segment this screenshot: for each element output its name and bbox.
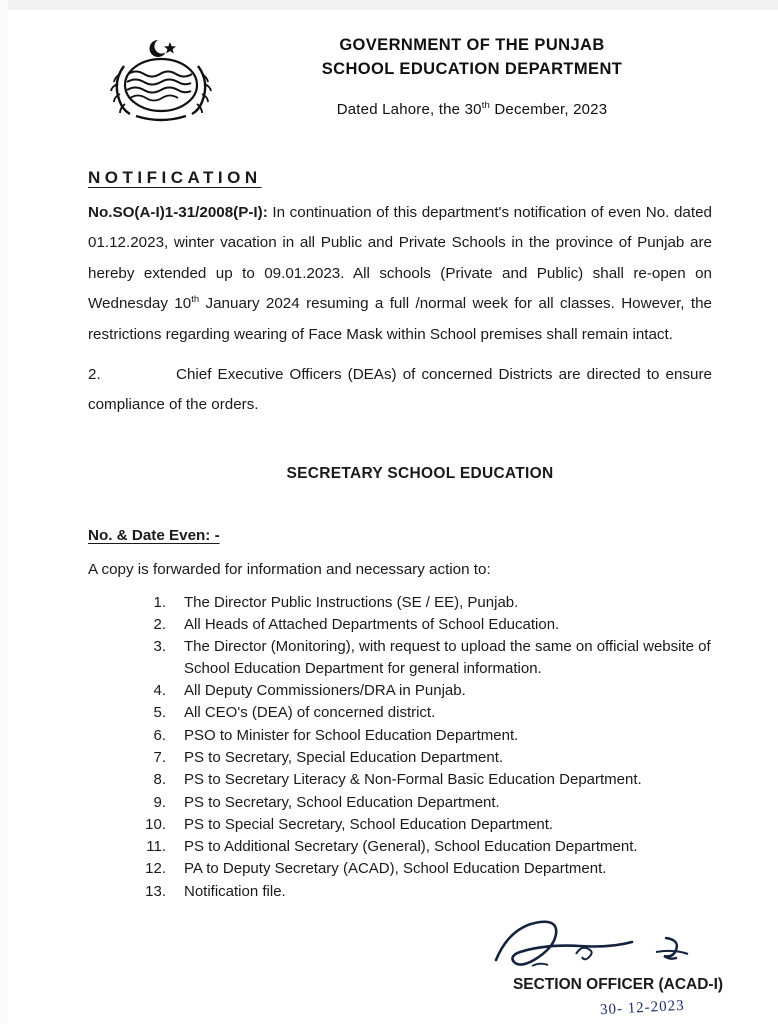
list-item-index: 3. bbox=[153, 638, 166, 656]
list-item bbox=[106, 702, 712, 723]
dated-line bbox=[226, 100, 718, 118]
page-left-margin bbox=[0, 0, 8, 1024]
header-text-block bbox=[226, 22, 718, 118]
list-item bbox=[106, 680, 712, 701]
list-item bbox=[106, 592, 712, 613]
list-item-text: PS to Secretary Literacy & Non-Formal Basic Education Department. bbox=[184, 771, 642, 789]
department-title-line-2: SCHOOL EDUCATION DEPARTMENT bbox=[321, 59, 623, 78]
list-item bbox=[106, 814, 712, 835]
list-item-index: 2. bbox=[153, 616, 166, 634]
list-item-index: 1. bbox=[153, 593, 166, 611]
paragraph-1-text-part-1: In continuation of this department's notification of even No. dated 01.12.2023, winter vacation in all Public and Private Schools in the province of Punjab are hereby extended up to 09.01.2023. All schools (Private and Public) shall re-open on Wednesday 10 bbox=[88, 204, 712, 313]
list-item-text: PSO to Minister for School Education Department. bbox=[184, 726, 519, 744]
list-item bbox=[106, 858, 712, 879]
reference-number: No.SO(A-I)1-31/2008(P-I): bbox=[88, 204, 268, 221]
list-item-text: The Director Public Instructions (SE / EE), Punjab. bbox=[184, 593, 519, 611]
list-item-text: PS to Secretary, Special Education Department. bbox=[184, 748, 504, 766]
list-item bbox=[106, 792, 712, 813]
document-header bbox=[0, 0, 778, 126]
dated-ordinal-suffix: th bbox=[481, 99, 491, 111]
document-body bbox=[0, 126, 778, 1028]
list-item-text: All Heads of Attached Departments of School Education. bbox=[184, 616, 560, 634]
list-item-index: 9. bbox=[153, 793, 166, 811]
list-item-index: 12. bbox=[145, 860, 166, 878]
list-item-index: 13. bbox=[145, 882, 166, 900]
list-item-text: PS to Additional Secretary (General), School Education Department. bbox=[184, 838, 638, 856]
paragraph-1 bbox=[88, 198, 712, 350]
list-item-index: 8. bbox=[153, 771, 166, 789]
list-item bbox=[106, 725, 712, 746]
signature-block bbox=[88, 908, 724, 1028]
list-item bbox=[106, 636, 712, 679]
paragraph-2-number: 2. bbox=[88, 366, 101, 384]
distribution-list bbox=[88, 592, 712, 902]
list-item-index: 6. bbox=[153, 726, 166, 744]
paragraph-1-text-part-2: January 2024 resuming a full /normal week for all classes. However, the restrictions regarding wearing of Face Mask within School premises shall remain intact. bbox=[88, 295, 713, 343]
government-title-line-1: GOVERNMENT OF THE PUNJAB bbox=[339, 36, 605, 54]
list-item-text: The Director (Monitoring), with request to upload the same on official website of School Education Department for general information. bbox=[184, 638, 711, 677]
copy-forwarded-line: A copy is forwarded for information and necessary action to: bbox=[88, 560, 491, 578]
section-officer-designation: SECTION OFFICER (ACAD-I) bbox=[512, 976, 724, 993]
list-item bbox=[106, 747, 712, 768]
list-item-text: All CEO's (DEA) of concerned district. bbox=[184, 704, 436, 722]
page-top-margin bbox=[0, 0, 778, 10]
list-item bbox=[106, 769, 712, 790]
government-crest-icon bbox=[96, 22, 226, 126]
handwritten-date: 30- 12-2023 bbox=[599, 997, 686, 1019]
paragraph-2 bbox=[88, 360, 712, 421]
no-and-date-even-label: No. & Date Even: - bbox=[88, 526, 220, 544]
list-item-index: 4. bbox=[153, 682, 166, 700]
list-item-text: PS to Secretary, School Education Department. bbox=[184, 793, 500, 811]
list-item bbox=[106, 836, 712, 857]
dated-prefix: Dated Lahore, the 30 bbox=[336, 100, 482, 118]
list-item-index: 5. bbox=[153, 704, 166, 722]
list-item bbox=[106, 881, 712, 902]
dated-suffix: December, 2023 bbox=[490, 100, 608, 118]
notification-heading: NOTIFICATION bbox=[88, 168, 262, 187]
paragraph-1-ordinal-suffix: th bbox=[191, 294, 200, 306]
list-item-index: 7. bbox=[153, 748, 166, 766]
secretary-signature-line: SECRETARY SCHOOL EDUCATION bbox=[286, 464, 554, 482]
list-item-index: 10. bbox=[145, 815, 166, 833]
list-item-text: Notification file. bbox=[184, 882, 286, 900]
list-item-text: PA to Deputy Secretary (ACAD), School Education Department. bbox=[184, 860, 607, 878]
paragraph-2-text: Chief Executive Officers (DEAs) of concerned Districts are directed to ensure compliance of the orders. bbox=[88, 366, 712, 414]
list-item-index: 11. bbox=[146, 838, 166, 856]
list-item-text: PS to Special Secretary, School Education Department. bbox=[184, 815, 554, 833]
list-item-text: All Deputy Commissioners/DRA in Punjab. bbox=[184, 682, 466, 700]
list-item bbox=[106, 614, 712, 635]
